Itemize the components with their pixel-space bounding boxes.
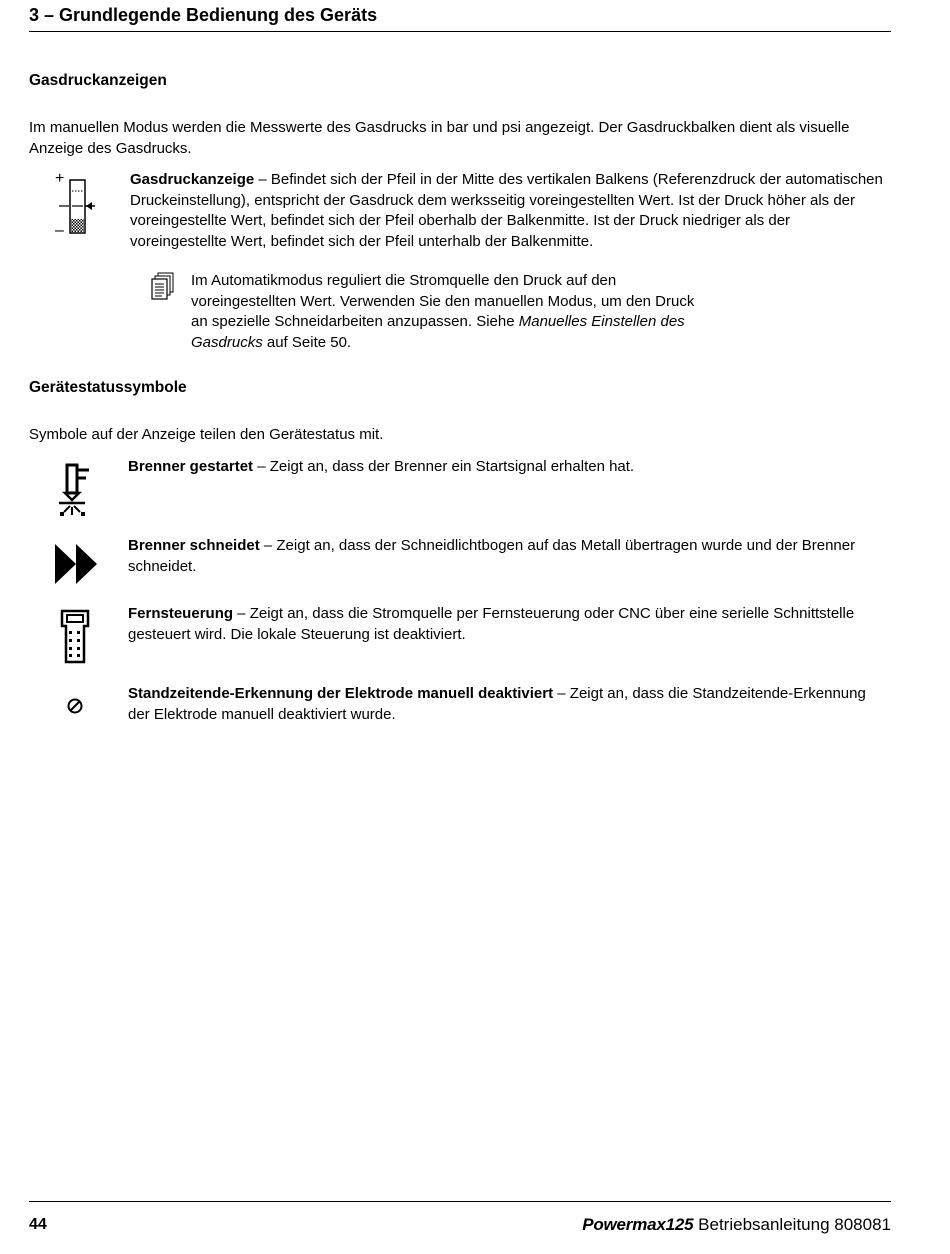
pressure-plus-label: + xyxy=(55,170,65,187)
gas-intro-paragraph: Im manuellen Modus werden die Messwerte des Gasdrucks in bar und psi angezeigt. Der Gasdruckbalken dient als visuelle Anzeige des Gasdrucks. xyxy=(29,119,850,157)
torch-cutting-icon xyxy=(54,543,100,585)
page-number: 44 xyxy=(29,1216,47,1233)
footer-doc-title: Betriebsanleitung xyxy=(698,1215,830,1234)
section-heading-gas-pressure: Gasdruckanzeigen xyxy=(29,72,167,89)
status-term: Brenner schneidet xyxy=(128,537,260,554)
status-term: Fernsteuerung xyxy=(128,605,234,622)
header-rule xyxy=(29,31,891,32)
footer-doc-number: 808081 xyxy=(834,1215,891,1234)
status-item-torch-cutting xyxy=(128,536,888,577)
status-item-torch-started xyxy=(128,457,888,478)
note-text-before: Im Automatikmodus reguliert die Stromquelle den Druck auf den voreingestellten Wert. Verwenden Sie den manuellen Modus, um den Druck an spezielle Schneidarbeiten anzupassen. Siehe xyxy=(191,272,695,330)
section-heading-status-symbols: Gerätestatussymbole xyxy=(29,379,187,396)
status-item-remote-control xyxy=(128,604,888,645)
note-text xyxy=(191,271,696,353)
status-intro-paragraph: Symbole auf der Anzeige teilen den Gerätestatus mit. xyxy=(29,426,384,443)
footer-brand: Powermax125 xyxy=(582,1215,694,1234)
note-link-manual-gas-pressure[interactable]: Manuelles Einstellen des Gasdrucks xyxy=(191,313,685,351)
status-description: – Zeigt an, dass der Schneidlichtbogen auf das Metall übertragen wurde und der Brenner schneidet. xyxy=(128,537,856,575)
status-term: Brenner gestartet xyxy=(128,458,254,475)
status-term: Standzeitende-Erkennung der Elektrode manuell deaktiviert xyxy=(128,685,554,702)
disabled-circle-icon xyxy=(66,697,84,715)
chapter-title: 3 – Grundlegende Bedienung des Geräts xyxy=(29,5,378,25)
note-pages-icon xyxy=(150,272,176,302)
footer-rule xyxy=(29,1201,891,1202)
remote-control-icon xyxy=(58,608,92,666)
footer-doc-info xyxy=(582,1215,891,1235)
pressure-minus-label: – xyxy=(55,222,64,239)
note-text-after: auf Seite 50. xyxy=(262,333,352,351)
status-description: – Zeigt an, dass die Stromquelle per Fernsteuerung oder CNC über eine serielle Schnittstelle gesteuert wird. Die lokale Steuerung ist deaktiviert. xyxy=(128,605,855,643)
status-description: – Zeigt an, dass die Standzeitende-Erkennung der Elektrode manuell deaktiviert wurde. xyxy=(128,685,866,723)
gas-indicator-text: – Befindet sich der Pfeil in der Mitte des vertikalen Balkens (Referenzdruck der automatischen Druckeinstellung), entspricht der Gasdruck dem werksseitig voreingestellten Wert. Ist der Druck höher als der voreingestellte Wert, befindet sich der Pfeil oberhalb der Balkenmitte. Ist der Druck niedriger als der voreingestellte Wert, befindet sich der Pfeil unterhalb der Balkenmitte. xyxy=(130,171,883,250)
status-description: – Zeigt an, dass der Brenner ein Startsignal erhalten hat. xyxy=(253,458,635,475)
status-item-electrode-detection-disabled xyxy=(128,684,888,725)
gas-indicator-term: Gasdruckanzeige xyxy=(130,171,255,188)
torch-started-icon xyxy=(56,460,96,518)
gas-indicator-description xyxy=(130,170,890,252)
